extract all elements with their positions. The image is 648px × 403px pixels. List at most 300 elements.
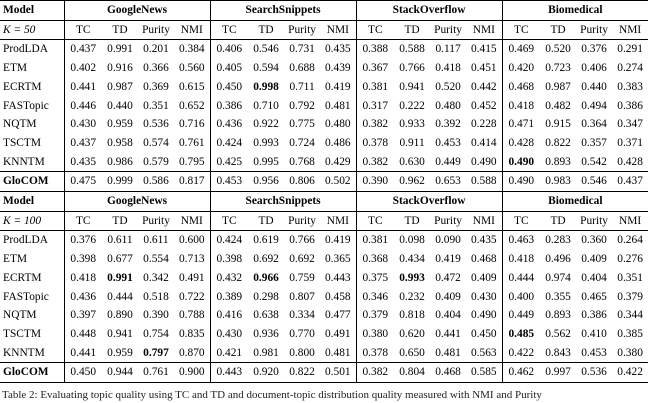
metric-value: 0.486 xyxy=(324,136,351,149)
metric-value: 0.835 xyxy=(178,327,205,340)
metric-value: 0.468 xyxy=(430,363,466,383)
metric-value: 0.440 xyxy=(581,80,607,93)
metric-value: 0.893 xyxy=(545,309,571,322)
metric-value: 0.933 xyxy=(399,118,425,131)
metric-value: 0.389 xyxy=(210,288,248,307)
model-name: TSCTM xyxy=(3,136,41,149)
metric-value: 0.405 xyxy=(210,59,248,78)
metric-value: 0.442 xyxy=(470,80,497,93)
model-name: ECRTM xyxy=(3,271,42,284)
dataset-header: Biomedical xyxy=(502,1,648,21)
metric-value: 0.491 xyxy=(324,327,351,340)
metric-value: 0.480 xyxy=(324,118,351,131)
metric-value: 0.688 xyxy=(289,62,315,75)
table-row xyxy=(0,172,648,192)
metric-value: 0.770 xyxy=(289,327,315,340)
metric-value: 0.775 xyxy=(289,118,315,131)
metric-value: 0.562 xyxy=(545,327,571,340)
metric-value: 0.381 xyxy=(356,231,394,250)
model-name: FASTopic xyxy=(3,99,49,112)
metric-value: 0.490 xyxy=(502,153,540,172)
table-row xyxy=(0,134,648,153)
metric-value: 0.449 xyxy=(502,306,540,325)
metric-header: Purity xyxy=(430,20,466,40)
model-column-header: Model xyxy=(0,1,64,21)
metric-value: 0.428 xyxy=(617,155,643,168)
metric-value: 0.430 xyxy=(470,290,497,303)
metric-value: 0.761 xyxy=(178,136,205,149)
metric-value: 0.357 xyxy=(581,136,607,149)
metric-header: Purity xyxy=(284,20,320,40)
metric-value: 0.958 xyxy=(107,136,133,149)
table-row xyxy=(0,115,648,134)
metric-value: 0.638 xyxy=(253,309,279,322)
metric-value: 0.355 xyxy=(545,290,571,303)
metric-value: 0.439 xyxy=(324,62,351,75)
metric-value: 0.368 xyxy=(356,250,394,269)
metric-value: 0.380 xyxy=(356,325,394,344)
metric-value: 0.998 xyxy=(253,80,279,93)
metric-value: 0.419 xyxy=(435,253,461,266)
metric-value: 0.491 xyxy=(178,271,205,284)
metric-value: 0.472 xyxy=(435,271,461,284)
metric-value: 0.490 xyxy=(470,309,497,322)
metric-header-row xyxy=(0,211,648,231)
metric-header: TC xyxy=(502,211,540,231)
metric-value: 0.788 xyxy=(178,309,205,322)
table-row xyxy=(0,231,648,250)
table-row xyxy=(0,97,648,116)
metric-value: 0.462 xyxy=(502,363,540,383)
metric-value: 0.424 xyxy=(210,134,248,153)
model-name: NQTM xyxy=(3,118,37,131)
metric-value: 0.441 xyxy=(64,78,102,97)
metric-header: TD xyxy=(102,20,138,40)
metric-value: 0.380 xyxy=(617,346,643,359)
metric-value: 0.386 xyxy=(581,309,607,322)
metric-value: 0.494 xyxy=(581,99,607,112)
metric-value: 0.201 xyxy=(138,40,174,59)
metric-value: 0.920 xyxy=(248,363,284,383)
metric-value: 0.986 xyxy=(107,155,133,168)
metric-value: 0.434 xyxy=(399,253,425,266)
metric-value: 0.366 xyxy=(143,62,169,75)
metric-value: 0.710 xyxy=(253,99,279,112)
metric-value: 0.378 xyxy=(356,134,394,153)
metric-value: 0.385 xyxy=(617,327,643,340)
metric-header: TC xyxy=(210,211,248,231)
metric-value: 0.843 xyxy=(545,346,571,359)
metric-value: 0.766 xyxy=(284,231,320,250)
metric-value: 0.381 xyxy=(356,78,394,97)
metric-value: 0.574 xyxy=(143,136,169,149)
metric-value: 0.404 xyxy=(435,309,461,322)
metric-value: 0.723 xyxy=(545,62,571,75)
metric-value: 0.471 xyxy=(502,115,540,134)
metric-value: 0.594 xyxy=(253,62,279,75)
metric-value: 0.485 xyxy=(502,325,540,344)
metric-value: 0.228 xyxy=(470,118,497,131)
metric-value: 0.653 xyxy=(430,172,466,192)
metric-value: 0.731 xyxy=(284,40,320,59)
metric-value: 0.453 xyxy=(581,346,607,359)
metric-value: 0.437 xyxy=(612,172,648,192)
metric-value: 0.435 xyxy=(64,153,102,172)
metric-value: 0.652 xyxy=(178,99,205,112)
metric-value: 0.232 xyxy=(399,290,425,303)
metric-value: 0.941 xyxy=(399,80,425,93)
metric-header: Purity xyxy=(576,20,612,40)
metric-value: 0.458 xyxy=(324,290,351,303)
metric-value: 0.536 xyxy=(143,118,169,131)
metric-value: 0.611 xyxy=(102,231,138,250)
metric-header: NMI xyxy=(320,211,356,231)
metric-value: 0.983 xyxy=(540,172,576,192)
metric-value: 0.446 xyxy=(64,97,102,116)
metric-value: 0.981 xyxy=(253,346,279,359)
metric-value: 0.822 xyxy=(284,363,320,383)
metric-value: 0.797 xyxy=(143,346,169,359)
metric-header: TD xyxy=(540,211,576,231)
metric-value: 0.346 xyxy=(356,288,394,307)
metric-value: 0.429 xyxy=(324,155,351,168)
metric-value: 0.382 xyxy=(356,363,394,383)
table-row xyxy=(0,288,648,307)
metric-value: 0.800 xyxy=(289,346,315,359)
table-row xyxy=(0,306,648,325)
model-name: GloCOM xyxy=(0,172,64,192)
metric-value: 0.414 xyxy=(470,136,497,149)
metric-value: 0.546 xyxy=(576,172,612,192)
metric-value: 0.991 xyxy=(107,271,133,284)
metric-value: 0.367 xyxy=(356,59,394,78)
model-column-header: Model xyxy=(0,192,64,212)
metric-value: 0.560 xyxy=(178,62,205,75)
metric-value: 0.378 xyxy=(356,344,394,363)
metric-value: 0.351 xyxy=(143,99,169,112)
table-row xyxy=(0,153,648,172)
metric-value: 0.941 xyxy=(107,327,133,340)
table-row xyxy=(0,325,648,344)
metric-header: Purity xyxy=(138,211,174,231)
metric-header: NMI xyxy=(466,211,502,231)
metric-header: Purity xyxy=(138,20,174,40)
metric-value: 0.449 xyxy=(435,155,461,168)
model-name: KNNTM xyxy=(3,346,45,359)
metric-value: 0.999 xyxy=(102,172,138,192)
metric-value: 0.388 xyxy=(356,40,394,59)
metric-value: 0.469 xyxy=(502,40,540,59)
metric-value: 0.480 xyxy=(435,99,461,112)
metric-value: 0.443 xyxy=(210,363,248,383)
metric-value: 0.890 xyxy=(107,309,133,322)
metric-value: 0.409 xyxy=(470,271,497,284)
metric-header: Purity xyxy=(576,211,612,231)
metric-value: 0.435 xyxy=(320,40,356,59)
metric-value: 0.761 xyxy=(138,363,174,383)
metric-header: TC xyxy=(356,20,394,40)
metric-value: 0.450 xyxy=(210,78,248,97)
metric-value: 0.916 xyxy=(107,62,133,75)
metric-value: 0.520 xyxy=(540,40,576,59)
metric-value: 0.409 xyxy=(435,290,461,303)
metric-value: 0.481 xyxy=(435,346,461,359)
metric-value: 0.379 xyxy=(356,306,394,325)
metric-value: 0.430 xyxy=(210,325,248,344)
metric-header: NMI xyxy=(612,20,648,40)
metric-header-row xyxy=(0,20,648,40)
metric-value: 0.371 xyxy=(617,136,643,149)
table-row xyxy=(0,40,648,59)
metric-header: Purity xyxy=(284,211,320,231)
metric-value: 0.600 xyxy=(174,231,210,250)
table-row xyxy=(0,250,648,269)
metric-value: 0.383 xyxy=(617,80,643,93)
metric-value: 0.386 xyxy=(210,97,248,116)
metric-value: 0.390 xyxy=(143,309,169,322)
metric-header: NMI xyxy=(612,211,648,231)
metric-value: 0.419 xyxy=(320,231,356,250)
metric-value: 0.542 xyxy=(581,155,607,168)
model-name: ProdLDA xyxy=(0,231,64,250)
metric-value: 0.392 xyxy=(435,118,461,131)
metric-value: 0.453 xyxy=(210,172,248,192)
metric-value: 0.344 xyxy=(617,309,643,322)
model-name: ETM xyxy=(3,253,28,266)
metric-value: 0.376 xyxy=(64,231,102,250)
metric-header: TC xyxy=(502,20,540,40)
metric-value: 0.342 xyxy=(143,271,169,284)
metric-value: 0.962 xyxy=(394,172,430,192)
metric-value: 0.563 xyxy=(470,346,497,359)
metric-value: 0.806 xyxy=(284,172,320,192)
metric-value: 0.766 xyxy=(399,62,425,75)
metric-value: 0.448 xyxy=(64,325,102,344)
metric-value: 0.520 xyxy=(435,80,461,93)
metric-value: 0.759 xyxy=(289,271,315,284)
metric-value: 0.418 xyxy=(64,269,102,288)
metric-value: 0.588 xyxy=(394,40,430,59)
metric-value: 0.463 xyxy=(502,231,540,250)
metric-value: 0.804 xyxy=(394,363,430,383)
metric-value: 0.347 xyxy=(617,118,643,131)
metric-value: 0.987 xyxy=(107,80,133,93)
metric-value: 0.452 xyxy=(470,99,497,112)
metric-value: 0.375 xyxy=(356,269,394,288)
model-name: FASTopic xyxy=(3,290,49,303)
metric-value: 0.959 xyxy=(107,346,133,359)
metric-value: 0.991 xyxy=(102,40,138,59)
metric-value: 0.468 xyxy=(470,253,497,266)
metric-value: 0.444 xyxy=(107,290,133,303)
metric-value: 0.818 xyxy=(399,309,425,322)
metric-value: 0.959 xyxy=(107,118,133,131)
metric-value: 0.956 xyxy=(248,172,284,192)
metric-value: 0.443 xyxy=(324,271,351,284)
metric-value: 0.974 xyxy=(545,271,571,284)
table-row xyxy=(0,344,648,363)
metric-header: TD xyxy=(248,20,284,40)
metric-value: 0.274 xyxy=(617,62,643,75)
metric-value: 0.795 xyxy=(178,155,205,168)
metric-value: 0.997 xyxy=(540,363,576,383)
metric-header: NMI xyxy=(466,20,502,40)
metric-header: Purity xyxy=(430,211,466,231)
k-label: K = 50 xyxy=(0,20,64,40)
metric-value: 0.966 xyxy=(253,271,279,284)
metric-value: 0.382 xyxy=(356,115,394,134)
metric-value: 0.397 xyxy=(64,306,102,325)
metric-value: 0.409 xyxy=(581,253,607,266)
model-name: NQTM xyxy=(3,309,37,322)
metric-value: 0.222 xyxy=(399,99,425,112)
metric-value: 0.398 xyxy=(210,250,248,269)
metric-value: 0.298 xyxy=(253,290,279,303)
metric-value: 0.870 xyxy=(178,346,205,359)
metric-value: 0.936 xyxy=(253,327,279,340)
metric-value: 0.390 xyxy=(356,172,394,192)
metric-value: 0.419 xyxy=(324,80,351,93)
metric-value: 0.384 xyxy=(174,40,210,59)
metric-value: 0.995 xyxy=(253,155,279,168)
metric-value: 0.430 xyxy=(64,115,102,134)
metric-value: 0.588 xyxy=(466,172,502,192)
metric-value: 0.716 xyxy=(178,118,205,131)
metric-value: 0.422 xyxy=(612,363,648,383)
model-name: ETM xyxy=(3,62,28,75)
metric-header: TD xyxy=(394,211,430,231)
metric-value: 0.677 xyxy=(107,253,133,266)
metric-value: 0.437 xyxy=(64,40,102,59)
metric-value: 0.428 xyxy=(502,134,540,153)
model-name: ProdLDA xyxy=(0,40,64,59)
metric-value: 0.620 xyxy=(399,327,425,340)
metric-value: 0.692 xyxy=(253,253,279,266)
metric-value: 0.360 xyxy=(576,231,612,250)
metric-value: 0.611 xyxy=(138,231,174,250)
model-name: KNNTM xyxy=(3,155,45,168)
metric-value: 0.490 xyxy=(502,172,540,192)
metric-header: TD xyxy=(394,20,430,40)
metric-value: 0.276 xyxy=(617,253,643,266)
metric-value: 0.386 xyxy=(617,99,643,112)
metric-value: 0.496 xyxy=(545,253,571,266)
metric-value: 0.416 xyxy=(210,306,248,325)
metric-value: 0.915 xyxy=(545,118,571,131)
metric-value: 0.437 xyxy=(64,134,102,153)
metric-value: 0.822 xyxy=(545,136,571,149)
dataset-header: Biomedical xyxy=(502,192,648,212)
dataset-header: GoogleNews xyxy=(64,1,210,21)
metric-value: 0.518 xyxy=(143,290,169,303)
metric-value: 0.453 xyxy=(435,136,461,149)
metric-value: 0.098 xyxy=(394,231,430,250)
metric-value: 0.402 xyxy=(64,59,102,78)
metric-value: 0.418 xyxy=(502,250,540,269)
metric-value: 0.398 xyxy=(64,250,102,269)
metric-value: 0.117 xyxy=(430,40,466,59)
metric-value: 0.435 xyxy=(466,231,502,250)
model-name: GloCOM xyxy=(0,363,64,383)
results-table-body xyxy=(0,1,648,383)
model-name: ECRTM xyxy=(3,80,42,93)
metric-value: 0.900 xyxy=(174,363,210,383)
metric-value: 0.424 xyxy=(210,231,248,250)
metric-value: 0.615 xyxy=(178,80,205,93)
metric-value: 0.404 xyxy=(581,271,607,284)
metric-value: 0.351 xyxy=(617,271,643,284)
metric-value: 0.317 xyxy=(356,97,394,116)
metric-value: 0.482 xyxy=(545,99,571,112)
metric-value: 0.400 xyxy=(502,288,540,307)
dataset-header: GoogleNews xyxy=(64,192,210,212)
metric-value: 0.382 xyxy=(356,153,394,172)
metric-header: NMI xyxy=(320,20,356,40)
metric-value: 0.441 xyxy=(435,327,461,340)
metric-value: 0.410 xyxy=(581,327,607,340)
table-caption: Table 2: Evaluating topic quality using TC and TD and document-topic distribution quality measured with NMI and Purity xyxy=(2,389,542,401)
metric-value: 0.418 xyxy=(502,97,540,116)
metric-value: 0.365 xyxy=(324,253,351,266)
metric-value: 0.893 xyxy=(545,155,571,168)
metric-value: 0.444 xyxy=(502,269,540,288)
metric-value: 0.451 xyxy=(470,62,497,75)
metric-value: 0.422 xyxy=(502,344,540,363)
metric-value: 0.369 xyxy=(143,80,169,93)
metric-value: 0.724 xyxy=(289,136,315,149)
metric-value: 0.711 xyxy=(289,80,315,93)
metric-value: 0.692 xyxy=(289,253,315,266)
metric-value: 0.722 xyxy=(178,290,205,303)
metric-value: 0.450 xyxy=(470,327,497,340)
metric-header: TC xyxy=(64,20,102,40)
table-row xyxy=(0,363,648,383)
metric-value: 0.579 xyxy=(143,155,169,168)
metric-value: 0.432 xyxy=(210,269,248,288)
metric-header: TD xyxy=(102,211,138,231)
metric-value: 0.817 xyxy=(174,172,210,192)
metric-header: NMI xyxy=(174,211,210,231)
metric-value: 0.807 xyxy=(289,290,315,303)
metric-value: 0.418 xyxy=(435,62,461,75)
metric-value: 0.406 xyxy=(210,40,248,59)
dataset-header: SearchSnippets xyxy=(210,1,356,21)
k-label: K = 100 xyxy=(0,211,64,231)
metric-value: 0.792 xyxy=(289,99,315,112)
metric-value: 0.536 xyxy=(576,363,612,383)
metric-value: 0.441 xyxy=(64,344,102,363)
dataset-header-row xyxy=(0,192,648,212)
metric-value: 0.475 xyxy=(64,172,102,192)
metric-value: 0.481 xyxy=(324,346,351,359)
metric-header: NMI xyxy=(174,20,210,40)
table-row xyxy=(0,78,648,97)
metric-value: 0.650 xyxy=(399,346,425,359)
metric-value: 0.993 xyxy=(399,271,425,284)
metric-value: 0.713 xyxy=(178,253,205,266)
metric-value: 0.440 xyxy=(107,99,133,112)
metric-value: 0.376 xyxy=(576,40,612,59)
table-row xyxy=(0,269,648,288)
metric-value: 0.501 xyxy=(320,363,356,383)
metric-value: 0.630 xyxy=(399,155,425,168)
metric-header: TD xyxy=(248,211,284,231)
dataset-header: SearchSnippets xyxy=(210,192,356,212)
metric-value: 0.379 xyxy=(617,290,643,303)
metric-header: TD xyxy=(540,20,576,40)
metric-value: 0.425 xyxy=(210,153,248,172)
metric-header: TC xyxy=(210,20,248,40)
